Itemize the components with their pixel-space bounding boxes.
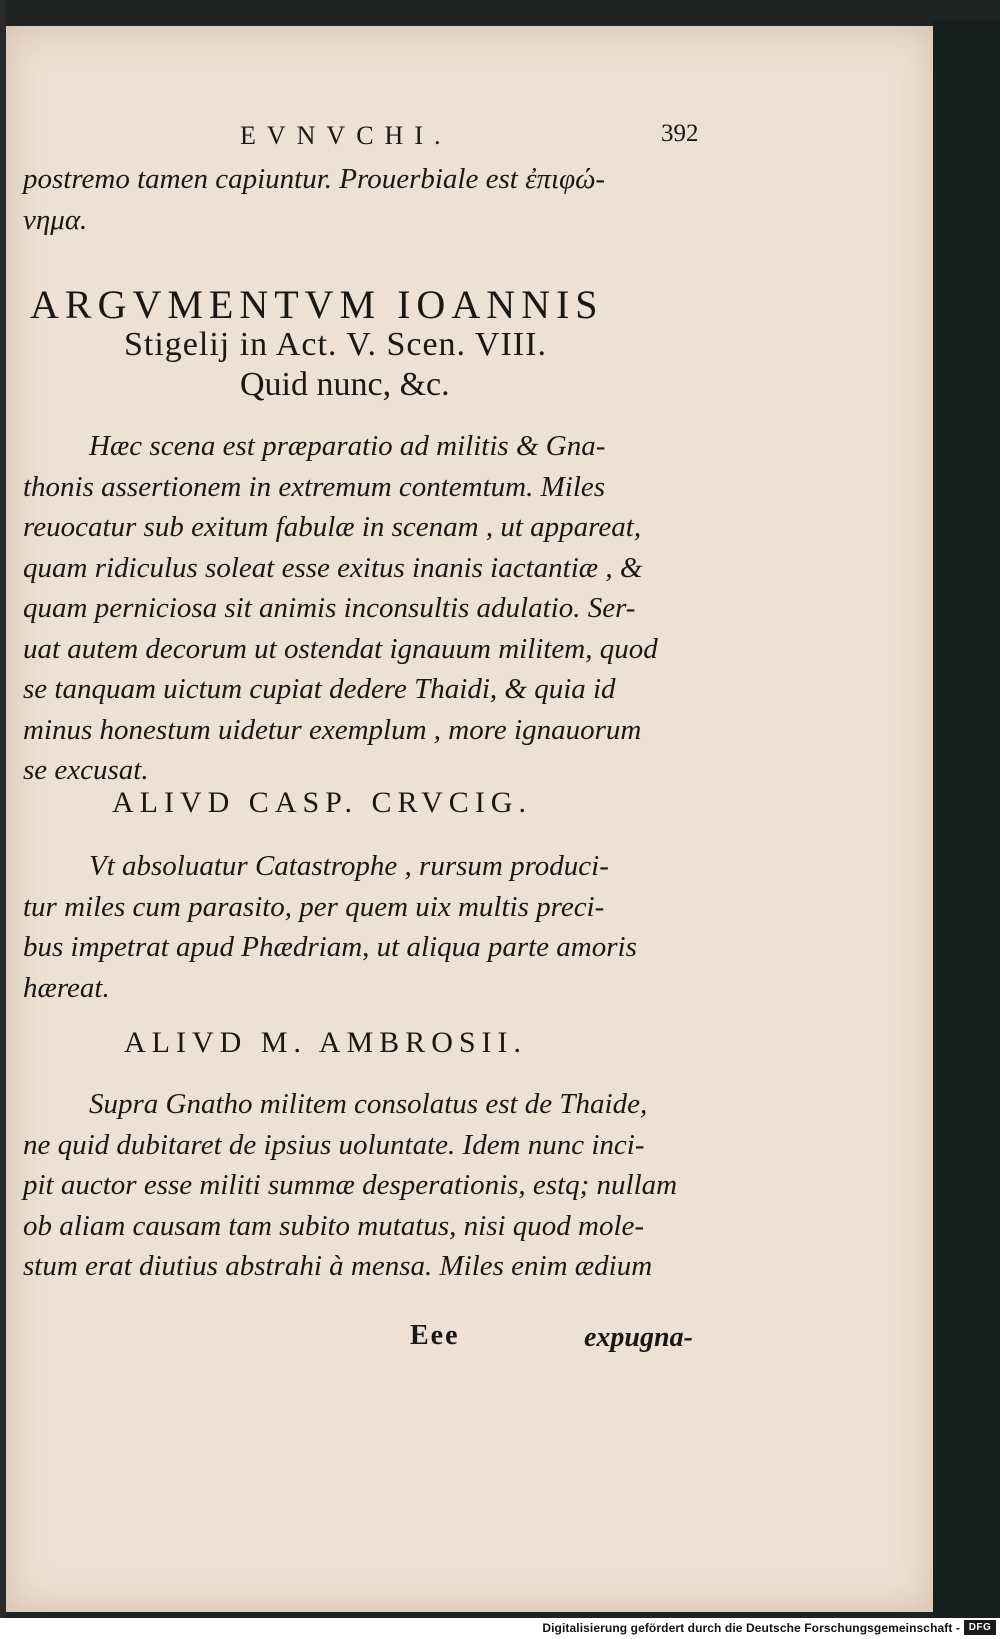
footer-bar xyxy=(0,1618,1000,1639)
text-line: stum erat diutius abstrahi à mensa. Miles enim ædium xyxy=(23,1250,653,1282)
section-paragraph xyxy=(23,1084,677,1287)
scan-border xyxy=(933,20,1000,1618)
text-line: bus impetrat apud Phædriam, ut aliqua parte amoris xyxy=(23,931,637,963)
argument-subheading: Stigelij in Act. V. Scen. VIII. xyxy=(124,326,547,363)
text-line: minus honestum uidetur exemplum , more ignauorum xyxy=(23,713,642,746)
text-line: uat autem decorum ut ostendat ignauum militem, quod xyxy=(23,632,658,665)
text-line: ne quid dubitaret de ipsius uoluntate. Idem nunc inci- xyxy=(23,1128,645,1161)
signature-mark: Eee xyxy=(410,1320,460,1351)
section-paragraph xyxy=(23,846,637,1008)
section-heading: ALIVD CASP. CRVCIG. xyxy=(112,786,532,819)
text-line: se tanquam uictum cupiat dedere Thaidi, & quia id xyxy=(23,673,616,705)
text-line: thonis assertionem in extremum contemtum. Miles xyxy=(23,470,606,503)
argument-paragraph xyxy=(23,426,658,791)
text-line: νημα. xyxy=(23,203,88,236)
running-head: EVNVCHI. xyxy=(240,121,452,150)
argument-incipit: Quid nunc, &c. xyxy=(240,366,450,403)
text-line: Hæc scena est præparatio ad militis & Gna- xyxy=(89,430,606,462)
text-line: pit auctor esse militi summæ desperationis, estq; nullam xyxy=(23,1169,678,1201)
text-line: hæreat. xyxy=(23,971,110,1004)
text-line: Vt absoluatur Catastrophe , rursum produci- xyxy=(89,850,609,882)
dfg-logo: DFG xyxy=(964,1620,996,1635)
text-line: reuocatur sub exitum fabulæ in scenam , ut appareat, xyxy=(23,511,642,543)
catchword: expugna- xyxy=(584,1322,693,1353)
text-line: se excusat. xyxy=(23,754,149,786)
text-line: postremo tamen capiuntur. Prouerbiale est ἐπιφώ- xyxy=(23,163,606,195)
text-line: tur miles cum parasito, per quem uix multis preci- xyxy=(23,890,605,923)
text-line: quam perniciosa sit animis inconsultis adulatio. Ser- xyxy=(23,592,636,624)
text-line: quam ridiculus soleat esse exitus inanis iactantiæ , & xyxy=(23,551,643,584)
argument-heading: ARGVMENTVM IOANNIS xyxy=(30,282,604,327)
text-line: ob aliam causam tam subito mutatus, nisi quod mole- xyxy=(23,1209,645,1242)
page-number: 392 xyxy=(661,120,699,147)
intro-paragraph xyxy=(23,159,605,240)
book-page xyxy=(6,26,933,1612)
section-heading: ALIVD M. AMBROSII. xyxy=(124,1026,528,1059)
funding-notice: Digitalisierung gefördert durch die Deutsche Forschungsgemeinschaft - xyxy=(542,1621,960,1635)
text-line: Supra Gnatho militem consolatus est de Thaide, xyxy=(89,1088,648,1120)
